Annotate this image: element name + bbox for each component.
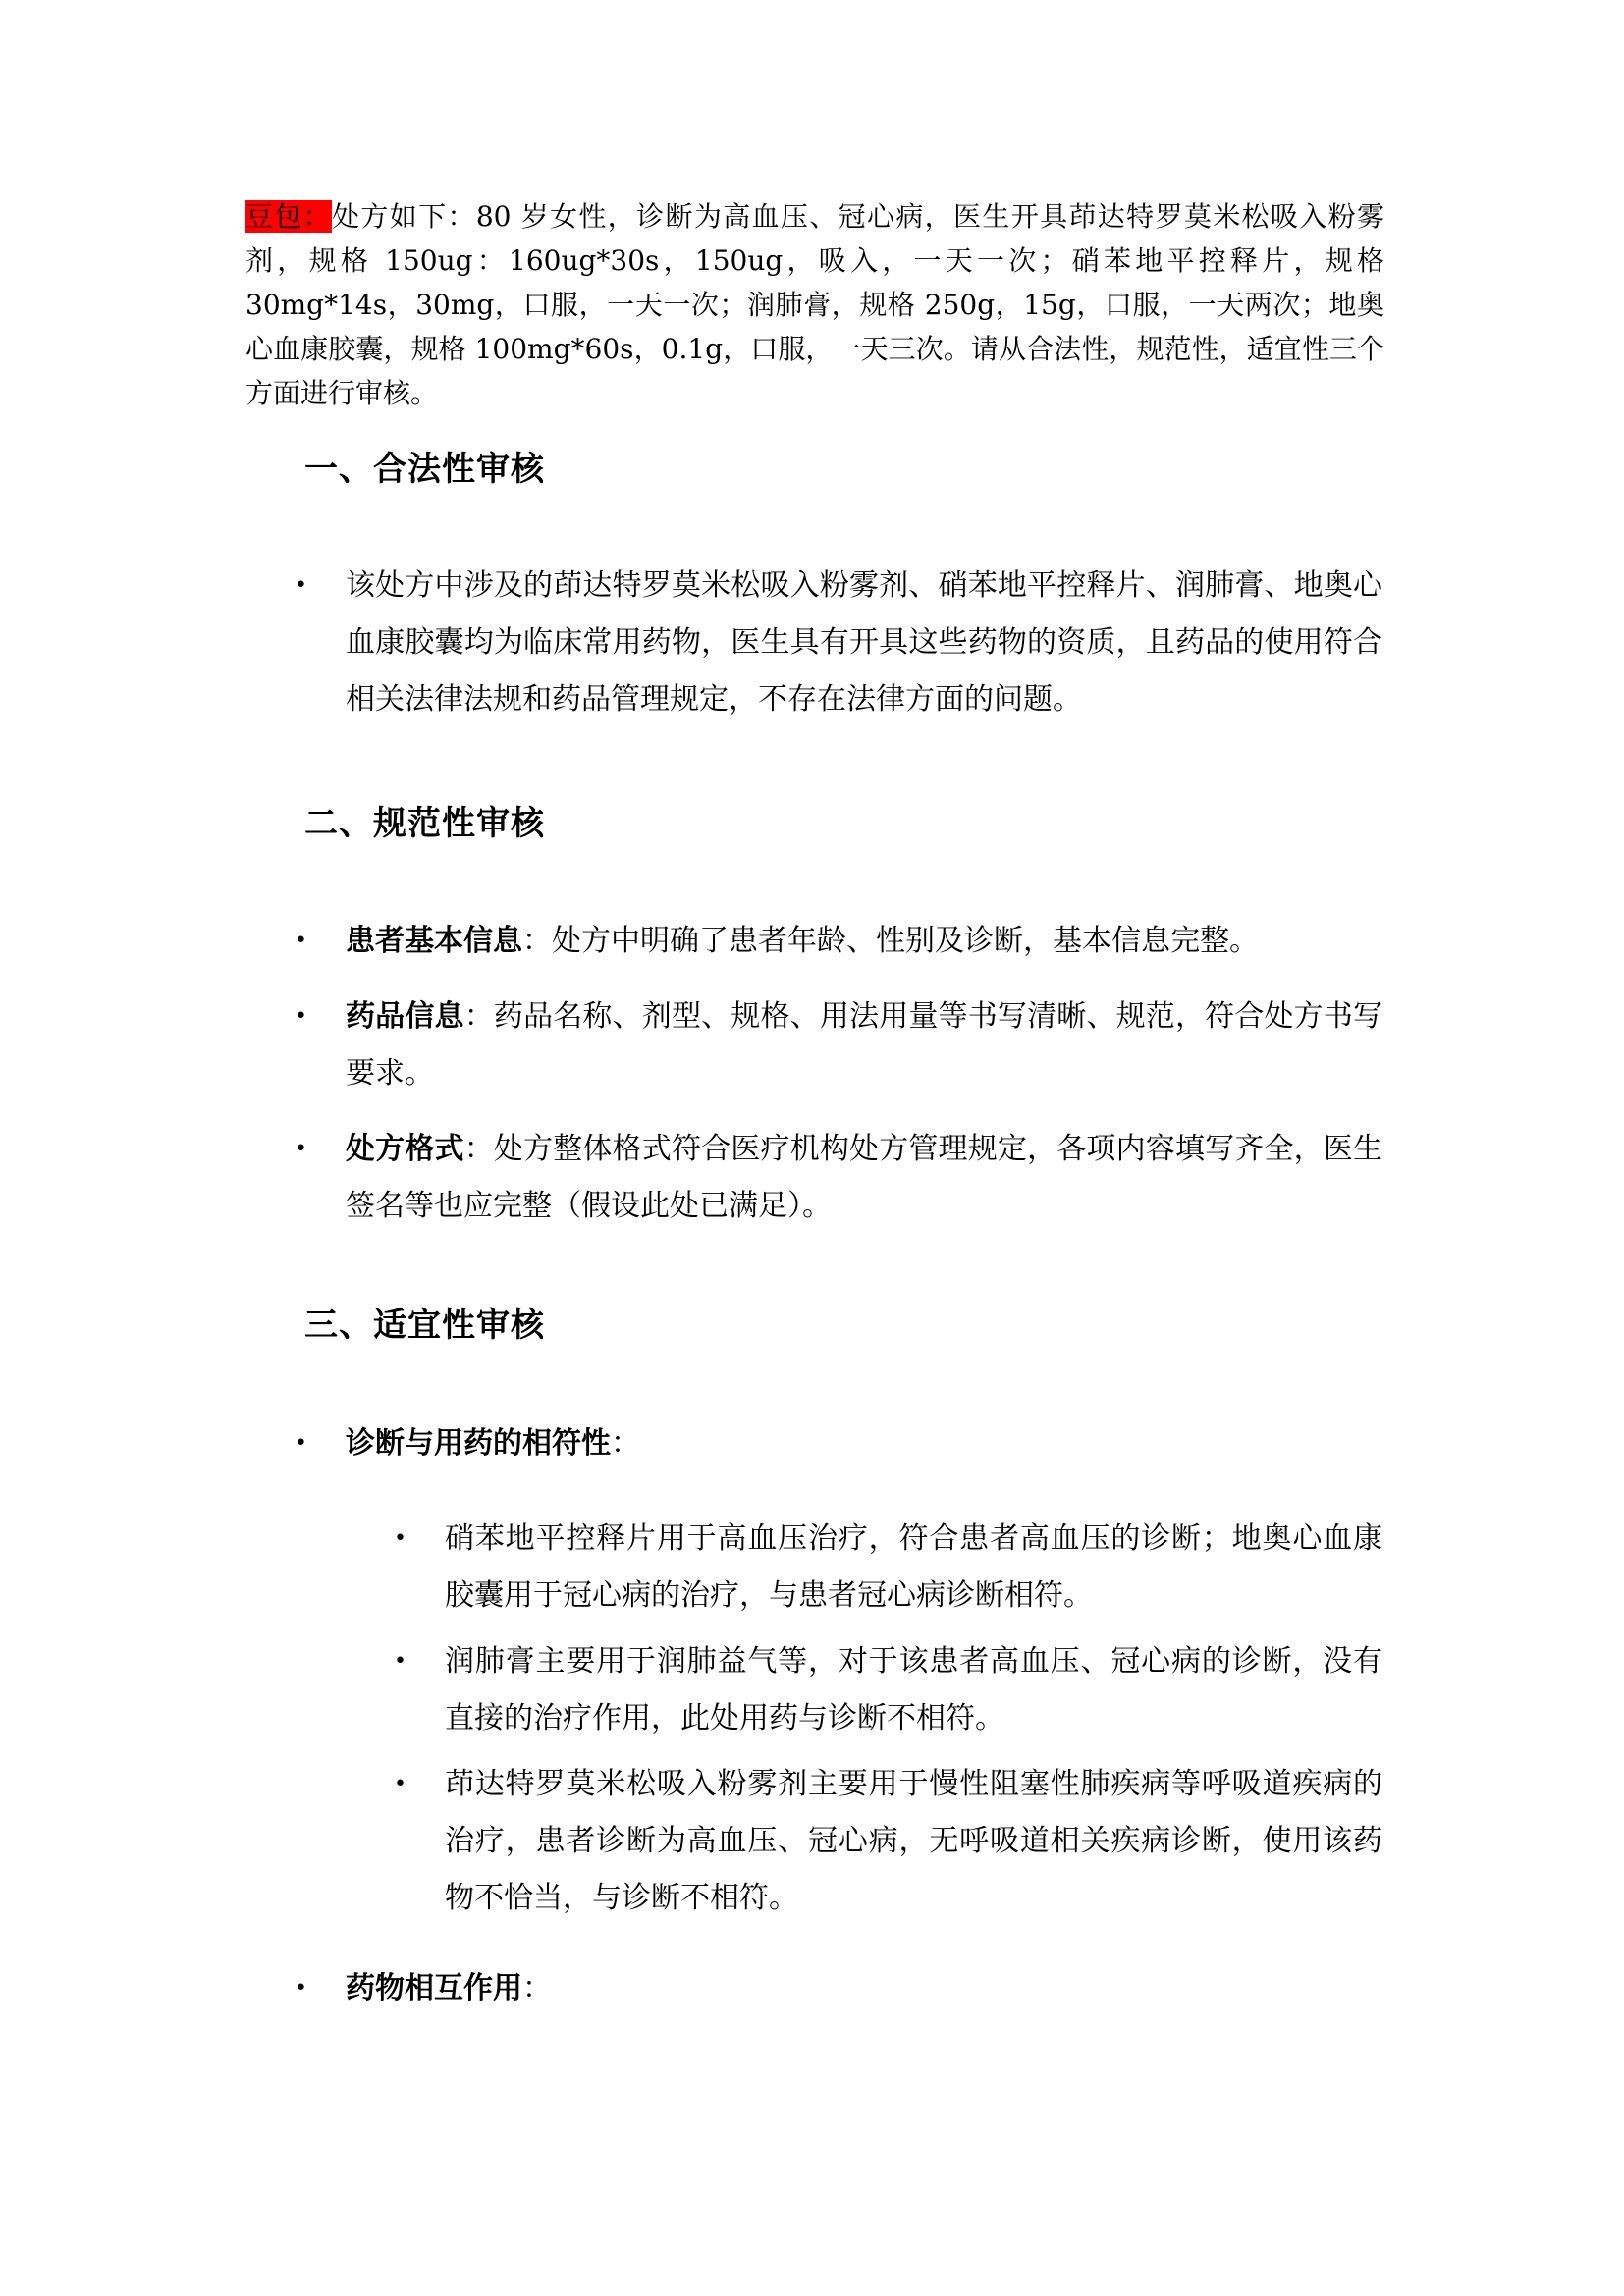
- sub-list-item: [394, 1756, 1382, 1927]
- bullet-icon: •: [295, 573, 307, 598]
- section-heading-standardization: 二、规范性审核: [304, 804, 545, 843]
- bullet-icon: •: [295, 1431, 307, 1456]
- list-item: [295, 913, 1382, 970]
- list-item: [295, 988, 1383, 1102]
- sub-list-item: [394, 1511, 1382, 1625]
- sub-list-item-text: 硝苯地平控释片用于高血压治疗，符合患者高血压的诊断；地奥心血康胶囊用于冠心病的治疗，与患者冠心病诊断相符。: [445, 1522, 1382, 1613]
- list-item-text: ：处方整体格式符合医疗机构处方管理规定，各项内容填写齐全，医生签名等也应完整（假设此处已满足）。: [346, 1132, 1383, 1223]
- list-item: [295, 558, 1382, 728]
- bullet-icon: •: [295, 1004, 307, 1029]
- diagnosis-match-sublist: [394, 1511, 1382, 1927]
- bullet-icon: •: [394, 1649, 406, 1674]
- list-item-text: 该处方中涉及的茚达特罗莫米松吸入粉雾剂、硝苯地平控释片、润肺膏、地奥心血康胶囊均为临床常用药物，医生具有开具这些药物的资质，且药品的使用符合相关法律法规和药品管理规定，不存在法律方面的问题。: [346, 568, 1382, 717]
- bullet-icon: •: [394, 1772, 406, 1796]
- bullet-icon: •: [295, 1137, 307, 1161]
- list-item-label: 药物相互作用: [346, 1971, 522, 2005]
- bullet-icon: •: [394, 1526, 406, 1551]
- list-item: [295, 1960, 1382, 2017]
- drug-interaction-list: [295, 1960, 1382, 2017]
- sub-list-item: [394, 1633, 1382, 1747]
- legality-list: [295, 558, 1382, 728]
- standardization-list: [295, 913, 1383, 1235]
- sub-list-item-text: 润肺膏主要用于润肺益气等，对于该患者高血压、冠心病的诊断，没有直接的治疗作用，此处用药与诊断不相符。: [445, 1644, 1382, 1735]
- list-item-text: ：药品名称、剂型、规格、用法用量等书写清晰、规范，符合处方书写要求。: [346, 999, 1383, 1091]
- assistant-label: 豆包：: [245, 200, 333, 233]
- list-item: [295, 1415, 1382, 1472]
- list-item-label: 药品信息: [346, 999, 464, 1034]
- list-item-text: ：处方中明确了患者年龄、性别及诊断，基本信息完整。: [522, 924, 1259, 958]
- list-item-text: ：: [522, 1971, 552, 2005]
- prompt-text: 处方如下：80 岁女性，诊断为高血压、冠心病，医生开具茚达特罗莫米松吸入粉雾剂，规格 150ug：160ug*30s，150ug，吸入，一天一次；硝苯地平控释片，规格 30mg*14s，30mg，口服，一天一次；润肺膏，规格 250g，15g，口服，一天两次；地奥心血康胶囊，规格 100mg*60s，0.1g，口服，一天三次。请从合法性，规范性，适宜性三个方面进行审核。: [245, 200, 1384, 409]
- appropriateness-list: [295, 1415, 1382, 1472]
- list-item-label: 患者基本信息: [346, 924, 522, 958]
- list-item-text: ：: [611, 1426, 640, 1461]
- list-item-label: 诊断与用药的相符性: [346, 1426, 611, 1461]
- list-item-label: 处方格式: [346, 1132, 464, 1166]
- bullet-icon: •: [295, 929, 307, 953]
- bullet-icon: •: [295, 1976, 307, 2001]
- sub-list-item-text: 茚达特罗莫米松吸入粉雾剂主要用于慢性阻塞性肺疾病等呼吸道疾病的治疗，患者诊断为高血压、冠心病，无呼吸道相关疾病诊断，使用该药物不恰当，与诊断不相符。: [445, 1767, 1382, 1915]
- section-heading-legality: 一、合法性审核: [304, 450, 545, 489]
- section-heading-appropriateness: 三、适宜性审核: [304, 1306, 545, 1345]
- list-item: [295, 1121, 1383, 1235]
- prompt-paragraph: [245, 194, 1384, 415]
